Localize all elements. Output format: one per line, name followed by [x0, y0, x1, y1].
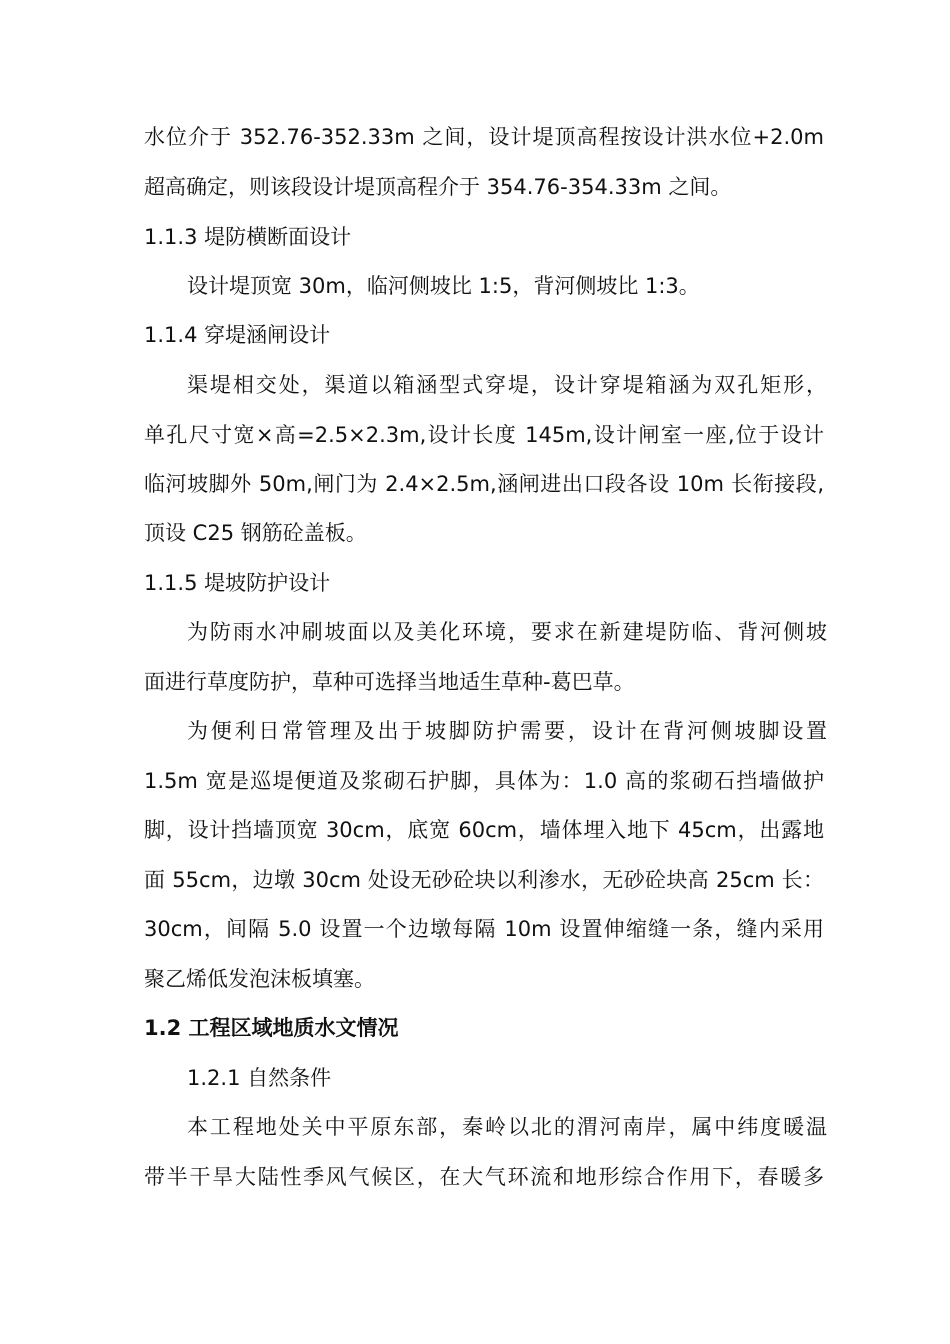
body-text-line: 为便利日常管理及出于坡脚防护需要，设计在背河侧坡脚设置: [187, 719, 827, 743]
subsection-heading-1-1-3: 1.1.3 堤防横断面设计: [144, 225, 352, 249]
body-text-line: 30cm，间隔 5.0 设置一个边墩每隔 10m 设置伸缩缝一条，缝内采用: [144, 917, 824, 941]
body-text-line: 面 55cm，边墩 30cm 处设无砂砼块以利渗水，无砂砼块高 25cm 长：: [144, 868, 824, 892]
body-text-line: 聚乙烯低发泡沫板填塞。: [144, 967, 375, 991]
body-text-line: 脚，设计挡墙顶宽 30cm，底宽 60cm，墙体埋入地下 45cm，出露地: [144, 818, 824, 842]
body-text-line: 临河坡脚外 50m,闸门为 2.4×2.5m,涵闸进出口段各设 10m 长衔接段,: [144, 472, 824, 496]
subsection-heading-1-1-5: 1.1.5 堤坡防护设计: [144, 571, 331, 595]
body-text-line: 设计堤顶宽 30m，临河侧坡比 1:5，背河侧坡比 1:3。: [187, 274, 700, 298]
body-text-line: 为防雨水冲刷坡面以及美化环境，要求在新建堤防临、背河侧坡: [187, 620, 827, 644]
body-text-line: 面进行草度防护，草种可选择当地适生草种-葛巴草。: [144, 670, 635, 694]
body-text-line: 水位介于 352.76-352.33m 之间，设计堤顶高程按设计洪水位+2.0m: [144, 125, 824, 149]
body-text-line: 带半干旱大陆性季风气候区，在大气环流和地形综合作用下，春暖多: [144, 1165, 824, 1189]
body-text-line: 渠堤相交处，渠道以箱涵型式穿堤，设计穿堤箱涵为双孔矩形，: [187, 373, 827, 397]
subsection-heading-1-1-4: 1.1.4 穿堤涵闸设计: [144, 323, 331, 347]
body-text-line: 本工程地处关中平原东部，秦岭以北的渭河南岸，属中纬度暖温: [187, 1115, 827, 1139]
body-text-line: 单孔尺寸宽×高=2.5×2.3m,设计长度 145m,设计闸室一座,位于设计: [144, 423, 824, 447]
section-heading-1-2: 1.2 工程区域地质水文情况: [144, 1016, 399, 1040]
body-text-line: 1.5m 宽是巡堤便道及浆砌石护脚，具体为：1.0 高的浆砌石挡墙做护: [144, 769, 824, 793]
body-text-line: 顶设 C25 钢筋砼盖板。: [144, 521, 367, 545]
body-text-line: 超高确定，则该段设计堤顶高程介于 354.76-354.33m 之间。: [144, 175, 732, 199]
subsection-heading-1-2-1: 1.2.1 自然条件: [187, 1066, 332, 1090]
